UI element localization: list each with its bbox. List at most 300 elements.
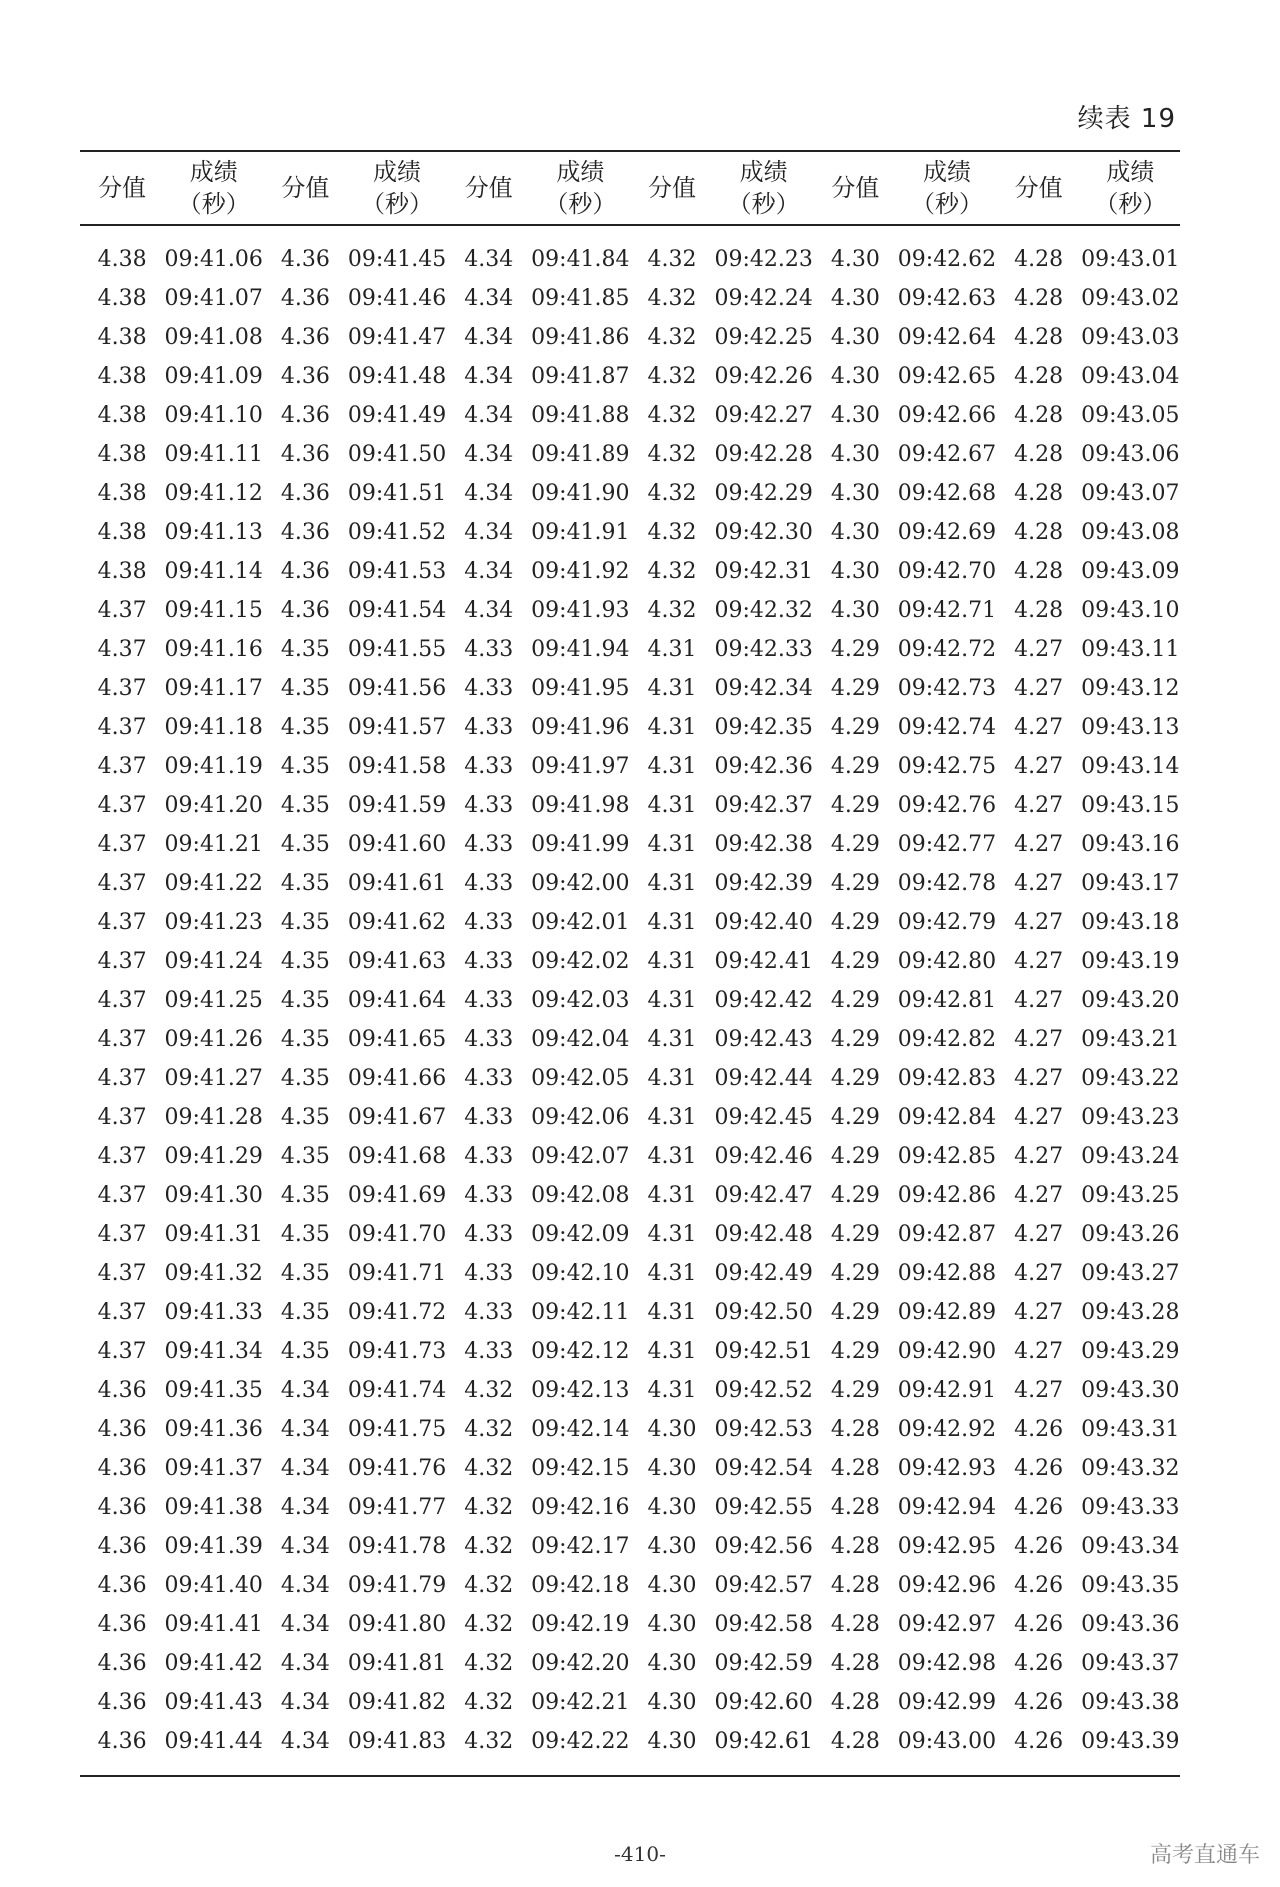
result-cell: 09:41.15 xyxy=(164,598,263,623)
result-cell: 09:42.81 xyxy=(897,988,997,1013)
score-cell: 4.36 xyxy=(97,1573,147,1598)
score-cell: 4.29 xyxy=(830,871,880,896)
score-cell: 4.30 xyxy=(647,1495,697,1520)
score-cell: 4.35 xyxy=(280,871,330,896)
score-cell: 4.33 xyxy=(464,1183,514,1208)
result-cell: 09:41.47 xyxy=(347,325,447,350)
result-cell: 09:41.66 xyxy=(347,1066,447,1091)
table-row xyxy=(80,1683,1180,1722)
result-cell: 09:42.17 xyxy=(531,1534,630,1559)
result-cell: 09:41.59 xyxy=(347,793,447,818)
score-cell: 4.34 xyxy=(280,1456,330,1481)
result-cell: 09:41.82 xyxy=(347,1690,447,1715)
result-cell: 09:42.39 xyxy=(714,871,813,896)
result-cell: 09:43.10 xyxy=(1081,598,1180,623)
score-cell: 4.31 xyxy=(647,1027,697,1052)
score-cell: 4.30 xyxy=(647,1573,697,1598)
score-cell: 4.28 xyxy=(1014,325,1064,350)
result-cell: 09:43.00 xyxy=(897,1729,997,1754)
score-cell: 4.36 xyxy=(97,1456,147,1481)
score-cell: 4.26 xyxy=(1014,1690,1064,1715)
result-cell: 09:43.36 xyxy=(1081,1612,1180,1637)
score-cell: 4.36 xyxy=(97,1378,147,1403)
result-cell: 09:43.14 xyxy=(1081,754,1180,779)
score-cell: 4.37 xyxy=(97,1183,147,1208)
result-cell: 09:41.19 xyxy=(164,754,263,779)
score-cell: 4.30 xyxy=(830,481,880,506)
score-cell: 4.32 xyxy=(647,247,697,272)
table-caption: 续表 19 xyxy=(1077,104,1176,134)
score-cell: 4.32 xyxy=(464,1456,514,1481)
score-cell: 4.31 xyxy=(647,754,697,779)
header-result xyxy=(714,151,813,225)
header-result xyxy=(531,151,630,225)
score-cell: 4.34 xyxy=(280,1417,330,1442)
score-cell: 4.36 xyxy=(97,1651,147,1676)
result-cell: 09:41.30 xyxy=(164,1183,263,1208)
score-cell: 4.26 xyxy=(1014,1417,1064,1442)
score-cell: 4.33 xyxy=(464,1222,514,1247)
result-cell: 09:41.06 xyxy=(164,247,263,272)
score-cell: 4.32 xyxy=(464,1495,514,1520)
score-cell: 4.27 xyxy=(1014,910,1064,935)
score-cell: 4.28 xyxy=(830,1534,880,1559)
score-cell: 4.32 xyxy=(464,1690,514,1715)
result-cell: 09:42.75 xyxy=(897,754,997,779)
score-cell: 4.29 xyxy=(830,1183,880,1208)
score-cell: 4.28 xyxy=(830,1729,880,1754)
score-cell: 4.38 xyxy=(97,403,147,428)
table-row xyxy=(80,225,1180,279)
score-cell: 4.34 xyxy=(280,1573,330,1598)
score-cell: 4.31 xyxy=(647,793,697,818)
result-cell: 09:42.52 xyxy=(714,1378,813,1403)
score-cell: 4.34 xyxy=(280,1729,330,1754)
score-cell: 4.35 xyxy=(280,1183,330,1208)
result-cell: 09:42.11 xyxy=(531,1300,630,1325)
result-cell: 09:42.29 xyxy=(714,481,813,506)
score-cell: 4.35 xyxy=(280,1105,330,1130)
result-cell: 09:41.28 xyxy=(164,1105,263,1130)
score-cell: 4.38 xyxy=(97,520,147,545)
result-cell: 09:42.41 xyxy=(714,949,813,974)
result-cell: 09:41.16 xyxy=(164,637,263,662)
result-cell: 09:41.12 xyxy=(164,481,263,506)
score-cell: 4.37 xyxy=(97,1144,147,1169)
result-cell: 09:42.03 xyxy=(531,988,630,1013)
result-cell: 09:43.13 xyxy=(1081,715,1180,740)
result-cell: 09:41.25 xyxy=(164,988,263,1013)
result-cell: 09:41.41 xyxy=(164,1612,263,1637)
header-result xyxy=(164,151,263,225)
score-cell: 4.38 xyxy=(97,481,147,506)
result-cell: 09:42.18 xyxy=(531,1573,630,1598)
score-cell: 4.36 xyxy=(97,1690,147,1715)
result-cell: 09:41.62 xyxy=(347,910,447,935)
score-cell: 4.35 xyxy=(280,676,330,701)
result-cell: 09:41.91 xyxy=(531,520,630,545)
result-cell: 09:41.72 xyxy=(347,1300,447,1325)
score-cell: 4.28 xyxy=(830,1612,880,1637)
score-cell: 4.31 xyxy=(647,832,697,857)
score-cell: 4.35 xyxy=(280,1300,330,1325)
score-cell: 4.31 xyxy=(647,1378,697,1403)
result-cell: 09:42.60 xyxy=(714,1690,813,1715)
score-cell: 4.37 xyxy=(97,676,147,701)
score-cell: 4.31 xyxy=(647,715,697,740)
score-cell: 4.33 xyxy=(464,988,514,1013)
result-cell: 09:41.98 xyxy=(531,793,630,818)
result-cell: 09:43.35 xyxy=(1081,1573,1180,1598)
result-cell: 09:41.46 xyxy=(347,286,447,311)
table-row xyxy=(80,903,1180,942)
score-cell: 4.28 xyxy=(1014,364,1064,389)
score-table xyxy=(80,150,1180,1775)
result-cell: 09:42.45 xyxy=(714,1105,813,1130)
score-cell: 4.36 xyxy=(280,520,330,545)
score-cell: 4.38 xyxy=(97,247,147,272)
score-cell: 4.32 xyxy=(647,598,697,623)
score-cell: 4.37 xyxy=(97,793,147,818)
table-row xyxy=(80,1293,1180,1332)
score-cell: 4.29 xyxy=(830,754,880,779)
header-result-line2: （秒） xyxy=(361,190,434,218)
score-cell: 4.34 xyxy=(280,1651,330,1676)
table-row xyxy=(80,1254,1180,1293)
score-cell: 4.30 xyxy=(830,247,880,272)
result-cell: 09:41.56 xyxy=(347,676,447,701)
table-row xyxy=(80,1059,1180,1098)
result-cell: 09:41.75 xyxy=(347,1417,447,1442)
result-cell: 09:41.24 xyxy=(164,949,263,974)
score-cell: 4.31 xyxy=(647,871,697,896)
result-cell: 09:41.18 xyxy=(164,715,263,740)
result-cell: 09:42.05 xyxy=(531,1066,630,1091)
score-cell: 4.33 xyxy=(464,871,514,896)
table-row xyxy=(80,1020,1180,1059)
result-cell: 09:41.11 xyxy=(164,442,263,467)
score-cell: 4.26 xyxy=(1014,1456,1064,1481)
score-cell: 4.32 xyxy=(464,1651,514,1676)
page-number: -410- xyxy=(614,1842,666,1866)
score-cell: 4.33 xyxy=(464,910,514,935)
result-cell: 09:41.86 xyxy=(531,325,630,350)
score-cell: 4.33 xyxy=(464,1261,514,1286)
score-cell: 4.31 xyxy=(647,1066,697,1091)
result-cell: 09:41.40 xyxy=(164,1573,263,1598)
result-cell: 09:41.33 xyxy=(164,1300,263,1325)
result-cell: 09:42.72 xyxy=(897,637,997,662)
header-result-line1: 成绩 xyxy=(556,158,605,186)
score-cell: 4.37 xyxy=(97,871,147,896)
result-cell: 09:41.94 xyxy=(531,637,630,662)
result-cell: 09:42.77 xyxy=(897,832,997,857)
score-cell: 4.29 xyxy=(830,1027,880,1052)
table-row xyxy=(80,1644,1180,1683)
score-cell: 4.37 xyxy=(97,637,147,662)
result-cell: 09:42.91 xyxy=(897,1378,997,1403)
result-cell: 09:42.69 xyxy=(897,520,997,545)
score-cell: 4.27 xyxy=(1014,793,1064,818)
score-cell: 4.29 xyxy=(830,676,880,701)
result-cell: 09:42.51 xyxy=(714,1339,813,1364)
score-cell: 4.29 xyxy=(830,949,880,974)
table-row xyxy=(80,513,1180,552)
header-result xyxy=(347,151,446,225)
header-result-line1: 成绩 xyxy=(1106,158,1155,186)
score-cell: 4.27 xyxy=(1014,988,1064,1013)
score-cell: 4.29 xyxy=(830,793,880,818)
result-cell: 09:41.26 xyxy=(164,1027,263,1052)
result-cell: 09:42.90 xyxy=(897,1339,997,1364)
score-cell: 4.28 xyxy=(830,1495,880,1520)
result-cell: 09:41.97 xyxy=(531,754,630,779)
table-row xyxy=(80,747,1180,786)
result-cell: 09:43.29 xyxy=(1081,1339,1180,1364)
result-cell: 09:42.74 xyxy=(897,715,997,740)
score-cell: 4.37 xyxy=(97,715,147,740)
score-cell: 4.33 xyxy=(464,1105,514,1130)
header-score: 分值 xyxy=(831,174,880,202)
result-cell: 09:41.69 xyxy=(347,1183,447,1208)
score-cell: 4.32 xyxy=(647,442,697,467)
score-cell: 4.32 xyxy=(647,364,697,389)
result-cell: 09:41.49 xyxy=(347,403,447,428)
score-cell: 4.33 xyxy=(464,1300,514,1325)
score-cell: 4.30 xyxy=(647,1690,697,1715)
result-cell: 09:41.48 xyxy=(347,364,447,389)
score-cell: 4.37 xyxy=(97,1105,147,1130)
score-cell: 4.34 xyxy=(280,1378,330,1403)
score-cell: 4.35 xyxy=(280,754,330,779)
score-cell: 4.33 xyxy=(464,676,514,701)
score-cell: 4.27 xyxy=(1014,715,1064,740)
result-cell: 09:43.27 xyxy=(1081,1261,1180,1286)
score-cell: 4.27 xyxy=(1014,676,1064,701)
result-cell: 09:42.42 xyxy=(714,988,813,1013)
result-cell: 09:41.64 xyxy=(347,988,447,1013)
score-cell: 4.29 xyxy=(830,1066,880,1091)
result-cell: 09:42.89 xyxy=(897,1300,997,1325)
score-cell: 4.34 xyxy=(280,1534,330,1559)
score-cell: 4.31 xyxy=(647,1105,697,1130)
result-cell: 09:42.07 xyxy=(531,1144,630,1169)
result-cell: 09:42.44 xyxy=(714,1066,813,1091)
result-cell: 09:42.76 xyxy=(897,793,997,818)
score-cell: 4.31 xyxy=(647,1339,697,1364)
score-cell: 4.37 xyxy=(97,754,147,779)
result-cell: 09:42.95 xyxy=(897,1534,997,1559)
result-cell: 09:43.23 xyxy=(1081,1105,1180,1130)
score-cell: 4.26 xyxy=(1014,1612,1064,1637)
header-score: 分值 xyxy=(1014,174,1063,202)
table-row xyxy=(80,669,1180,708)
result-cell: 09:42.00 xyxy=(531,871,630,896)
result-cell: 09:41.73 xyxy=(347,1339,447,1364)
result-cell: 09:43.24 xyxy=(1081,1144,1180,1169)
result-cell: 09:41.53 xyxy=(347,559,447,584)
header-result-line2: （秒） xyxy=(1094,190,1167,218)
header-result-line2: （秒） xyxy=(727,190,800,218)
result-cell: 09:41.13 xyxy=(164,520,263,545)
score-cell: 4.36 xyxy=(280,598,330,623)
score-cell: 4.28 xyxy=(1014,598,1064,623)
score-cell: 4.36 xyxy=(280,403,330,428)
result-cell: 09:42.40 xyxy=(714,910,813,935)
score-cell: 4.37 xyxy=(97,1222,147,1247)
score-cell: 4.27 xyxy=(1014,1183,1064,1208)
result-cell: 09:42.08 xyxy=(531,1183,630,1208)
result-cell: 09:42.31 xyxy=(714,559,813,584)
result-cell: 09:41.87 xyxy=(531,364,630,389)
score-cell: 4.28 xyxy=(830,1456,880,1481)
table-row xyxy=(80,279,1180,318)
result-cell: 09:42.85 xyxy=(897,1144,997,1169)
result-cell: 09:42.27 xyxy=(714,403,813,428)
result-cell: 09:41.85 xyxy=(531,286,630,311)
result-cell: 09:42.62 xyxy=(897,247,997,272)
score-cell: 4.29 xyxy=(830,1222,880,1247)
result-cell: 09:42.43 xyxy=(714,1027,813,1052)
result-cell: 09:41.84 xyxy=(531,247,630,272)
score-cell: 4.28 xyxy=(1014,403,1064,428)
result-cell: 09:42.22 xyxy=(531,1729,630,1754)
result-cell: 09:42.94 xyxy=(897,1495,997,1520)
result-cell: 09:41.07 xyxy=(164,286,263,311)
result-cell: 09:41.78 xyxy=(347,1534,447,1559)
result-cell: 09:42.19 xyxy=(531,1612,630,1637)
result-cell: 09:43.34 xyxy=(1081,1534,1180,1559)
result-cell: 09:41.36 xyxy=(164,1417,263,1442)
table-row xyxy=(80,1488,1180,1527)
score-cell: 4.31 xyxy=(647,1144,697,1169)
score-cell: 4.29 xyxy=(830,988,880,1013)
score-cell: 4.34 xyxy=(280,1495,330,1520)
score-cell: 4.33 xyxy=(464,1339,514,1364)
result-cell: 09:42.96 xyxy=(897,1573,997,1598)
result-cell: 09:41.20 xyxy=(164,793,263,818)
table-row xyxy=(80,1449,1180,1488)
score-cell: 4.30 xyxy=(647,1456,697,1481)
score-cell: 4.36 xyxy=(280,325,330,350)
score-cell: 4.35 xyxy=(280,1144,330,1169)
result-cell: 09:43.38 xyxy=(1081,1690,1180,1715)
score-cell: 4.38 xyxy=(97,286,147,311)
score-cell: 4.36 xyxy=(280,559,330,584)
score-cell: 4.28 xyxy=(1014,520,1064,545)
result-cell: 09:43.32 xyxy=(1081,1456,1180,1481)
header-result xyxy=(897,151,996,225)
table-row xyxy=(80,630,1180,669)
result-cell: 09:43.37 xyxy=(1081,1651,1180,1676)
result-cell: 09:42.88 xyxy=(897,1261,997,1286)
score-cell: 4.37 xyxy=(97,1066,147,1091)
score-cell: 4.26 xyxy=(1014,1729,1064,1754)
header-score: 分值 xyxy=(648,174,696,202)
result-cell: 09:43.25 xyxy=(1081,1183,1180,1208)
score-cell: 4.34 xyxy=(464,481,514,506)
result-cell: 09:42.50 xyxy=(714,1300,813,1325)
score-cell: 4.38 xyxy=(97,559,147,584)
score-cell: 4.32 xyxy=(464,1612,514,1637)
result-cell: 09:43.22 xyxy=(1081,1066,1180,1091)
score-cell: 4.30 xyxy=(647,1612,697,1637)
score-cell: 4.33 xyxy=(464,832,514,857)
result-cell: 09:43.09 xyxy=(1081,559,1180,584)
score-cell: 4.30 xyxy=(647,1651,697,1676)
score-cell: 4.32 xyxy=(647,481,697,506)
score-cell: 4.30 xyxy=(830,520,880,545)
score-cell: 4.30 xyxy=(830,286,880,311)
score-cell: 4.38 xyxy=(97,364,147,389)
score-cell: 4.32 xyxy=(647,286,697,311)
result-cell: 09:42.21 xyxy=(531,1690,630,1715)
result-cell: 09:42.53 xyxy=(714,1417,813,1442)
result-cell: 09:41.88 xyxy=(531,403,630,428)
score-cell: 4.27 xyxy=(1014,1144,1064,1169)
result-cell: 09:41.96 xyxy=(531,715,630,740)
result-cell: 09:41.67 xyxy=(347,1105,447,1130)
score-cell: 4.28 xyxy=(1014,481,1064,506)
result-cell: 09:42.46 xyxy=(714,1144,813,1169)
score-cell: 4.32 xyxy=(647,325,697,350)
result-cell: 09:41.50 xyxy=(347,442,447,467)
result-cell: 09:42.02 xyxy=(531,949,630,974)
table-row xyxy=(80,396,1180,435)
header-result xyxy=(1081,151,1180,225)
result-cell: 09:41.79 xyxy=(347,1573,447,1598)
score-cell: 4.36 xyxy=(97,1729,147,1754)
result-cell: 09:42.59 xyxy=(714,1651,813,1676)
result-cell: 09:43.31 xyxy=(1081,1417,1180,1442)
score-cell: 4.30 xyxy=(830,442,880,467)
table-row xyxy=(80,825,1180,864)
result-cell: 09:41.95 xyxy=(531,676,630,701)
score-cell: 4.32 xyxy=(647,520,697,545)
score-cell: 4.28 xyxy=(1014,247,1064,272)
table-row xyxy=(80,1527,1180,1566)
score-cell: 4.27 xyxy=(1014,1261,1064,1286)
result-cell: 09:42.34 xyxy=(714,676,813,701)
result-cell: 09:42.06 xyxy=(531,1105,630,1130)
result-cell: 09:41.76 xyxy=(347,1456,447,1481)
score-cell: 4.35 xyxy=(280,910,330,935)
score-cell: 4.36 xyxy=(280,286,330,311)
score-cell: 4.27 xyxy=(1014,1222,1064,1247)
result-cell: 09:41.22 xyxy=(164,871,263,896)
result-cell: 09:42.01 xyxy=(531,910,630,935)
result-cell: 09:43.07 xyxy=(1081,481,1180,506)
score-cell: 4.33 xyxy=(464,793,514,818)
score-cell: 4.37 xyxy=(97,832,147,857)
result-cell: 09:41.51 xyxy=(347,481,447,506)
result-cell: 09:43.28 xyxy=(1081,1300,1180,1325)
score-cell: 4.33 xyxy=(464,1144,514,1169)
score-cell: 4.31 xyxy=(647,1183,697,1208)
result-cell: 09:42.04 xyxy=(531,1027,630,1052)
header-result-line1: 成绩 xyxy=(189,158,238,186)
score-cell: 4.33 xyxy=(464,754,514,779)
result-cell: 09:41.81 xyxy=(347,1651,447,1676)
score-cell: 4.28 xyxy=(830,1651,880,1676)
score-cell: 4.26 xyxy=(1014,1573,1064,1598)
table-header xyxy=(80,151,1180,225)
result-cell: 09:41.44 xyxy=(164,1729,263,1754)
score-cell: 4.28 xyxy=(830,1690,880,1715)
result-cell: 09:42.99 xyxy=(897,1690,997,1715)
score-cell: 4.34 xyxy=(464,286,514,311)
score-cell: 4.35 xyxy=(280,793,330,818)
